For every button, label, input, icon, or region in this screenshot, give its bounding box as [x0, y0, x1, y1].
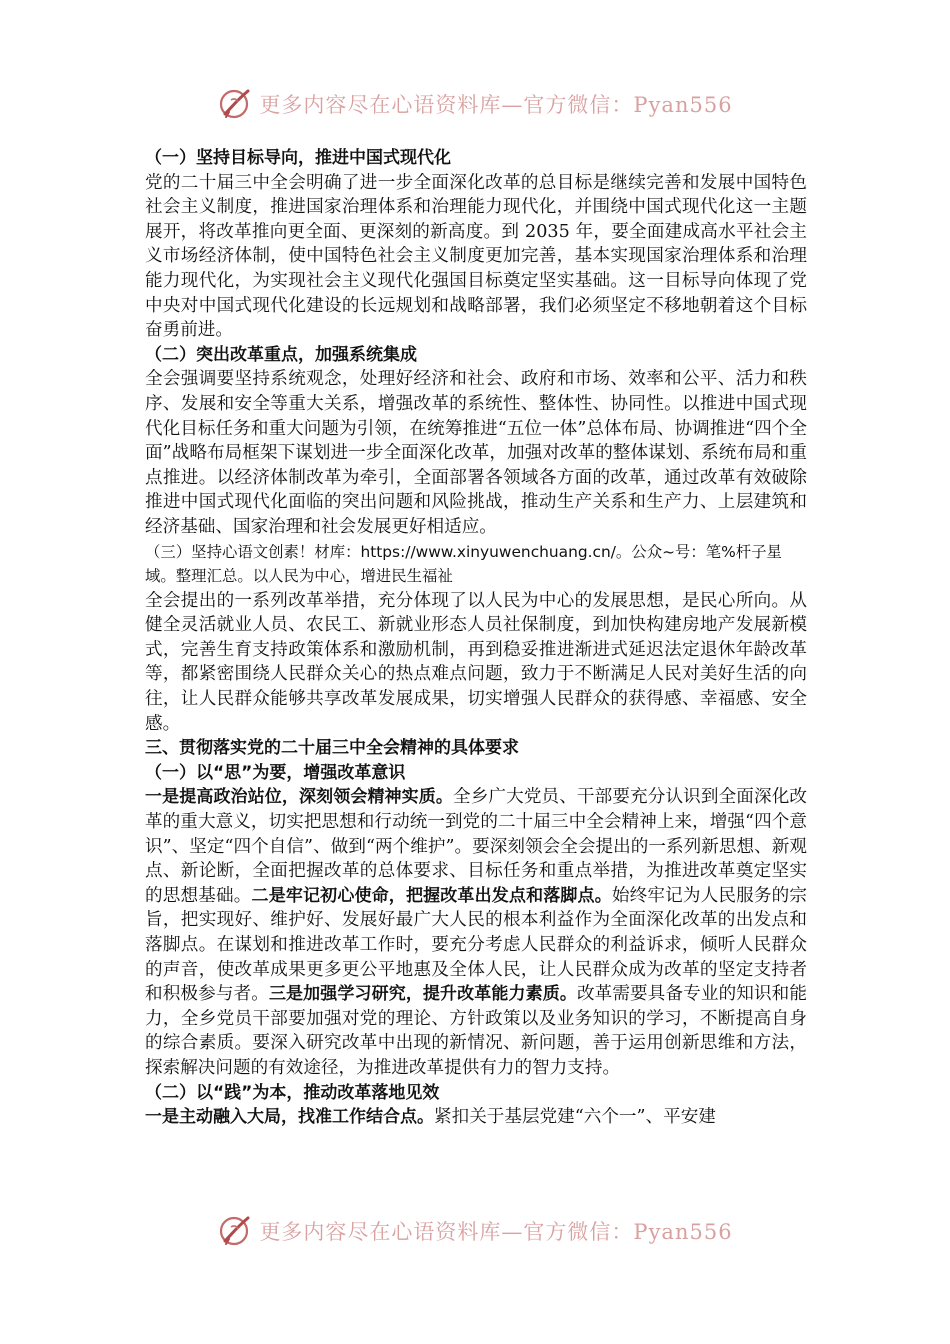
section-paragraph: 全会强调要坚持系统观念，处理好经济和社会、政府和市场、效率和公平、活力和秩序、发展和安全等重大关系，增强改革的系统性、整体性、协同性。以推进中国式现代化目标任务和重大问题为引领，在统筹推进“五位一体”总体布局、协调推进“四个全面”战略布局框架下谋划进一步全面深化改革，加强对改革的整体谋划、系统布局和重点推进。以经济体制改革为牵引，全面部署各领域各方面的改革，通过改革有效破除推进中国式现代化面临的突出问题和风险挑战，推动生产关系和生产力、上层建筑和经济基础、国家治理和社会发展更好相适应。: [145, 369, 807, 537]
watermark-text: 更多内容尽在心语资料库—官方微信：Pyan556: [259, 93, 733, 117]
bold-lead: 一是提高政治站位，深刻领会精神实质。: [145, 787, 453, 808]
paragraph-text: 全乡广大党员、干部要充分认识到全面深化改革的重大意义，切实把思想和行动统一到党的二十届三中全会精神上来，增强“四个意识”、坚定“四个自信”、做到“两个维护”。要深刻领会全会提出的一系列新思想、新观点、新论断，全面把握改革的总体要求、目标任务和重点举措，为推进改革奠定坚实的思想基础。: [145, 787, 807, 906]
pen-swoosh-logo-icon: [217, 1213, 253, 1249]
paragraph-text: 改革需要具备专业的知识和能力，全乡党员干部要加强对党的理论、方针政策以及业务知识的学习，不断提高自身的综合素质。要深入研究改革中出现的新情况、新问题，善于运用创新思维和方法，探索解决问题的有效途径，为推进改革提供有力的智力支持。: [145, 984, 807, 1078]
section-heading: （二）以“践”为本，推动改革落地见效: [145, 1082, 440, 1103]
section-heading: （一）以“思”为要，增强改革意识: [145, 762, 406, 783]
header-watermark: [0, 84, 950, 124]
pen-swoosh-logo-icon: [217, 86, 253, 122]
watermark-text: 更多内容尽在心语资料库—官方微信：Pyan556: [259, 1220, 733, 1244]
section-paragraph: 全会提出的一系列改革举措，充分体现了以人民为中心的发展思想，是民心所向。从健全灵活就业人员、农民工、新就业形态人员社保制度，到加快构建房地产发展新模式，完善生育支持政策体系和激励机制，再到稳妥推进渐进式延迟法定退休年龄改革等，都紧密围绕人民群众关心的热点难点问题，致力于不断满足人民对美好生活的向往，让人民群众能够共享改革发展成果，切实增强人民群众的获得感、幸福感、安全感。: [145, 590, 807, 734]
section-paragraph: [145, 1105, 807, 1130]
section-paragraph: [145, 785, 807, 1080]
footer-watermark: [0, 1211, 950, 1251]
section-paragraph: 党的二十届三中全会明确了进一步全面深化改革的总目标是继续完善和发展中国特色社会主义制度，推进国家治理体系和治理能力现代化，并围绕中国式现代化这一主题展开，将改革推向更全面、更深刻的新高度。到 2035 年，要全面建成高水平社会主义市场经济体制，使中国特色社会主义制度更加完善，基本实现国家治理体系和治理能力现代化，为实现社会主义现代化强国目标奠定坚实基础。这一目标导向体现了党中央对中国式现代化建设的长远规划和战略部署，我们必须坚定不移地朝着这个目标奋勇前进。: [145, 172, 807, 341]
section-heading-with-source-note: （三）坚持心语文创素！材库：https://www.xinyuwenchuang.cn/。公众~号：笔%杆子星域。整理汇总。以人民为中心，增进民生福祉: [145, 542, 782, 586]
paragraph-text: 紧扣关于基层党建“六个一”、平安建: [434, 1107, 716, 1128]
bold-lead: 三是加强学习研究，提升改革能力素质。: [268, 984, 577, 1005]
part-heading: 三、贯彻落实党的二十届三中全会精神的具体要求: [145, 738, 519, 759]
bold-lead: 一是主动融入大局，找准工作结合点。: [145, 1107, 434, 1128]
bold-lead: 二是牢记初心使命，把握改革出发点和落脚点。: [251, 885, 612, 906]
section-heading: （二）突出改革重点，加强系统集成: [145, 344, 417, 365]
section-heading: （一）坚持目标导向，推进中国式现代化: [145, 148, 451, 168]
article-body: [145, 146, 807, 1130]
paragraph-text: 始终牢记为人民服务的宗旨，把实现好、维护好、发展好最广大人民的根本利益作为全面深化改革的出发点和落脚点。在谋划和推进改革工作时，要充分考虑人民群众的利益诉求，倾听人民群众的声音，使改革成果更多更公平地惠及全体人民，让人民群众成为改革的坚定支持者和积极参与者。: [145, 885, 807, 1005]
